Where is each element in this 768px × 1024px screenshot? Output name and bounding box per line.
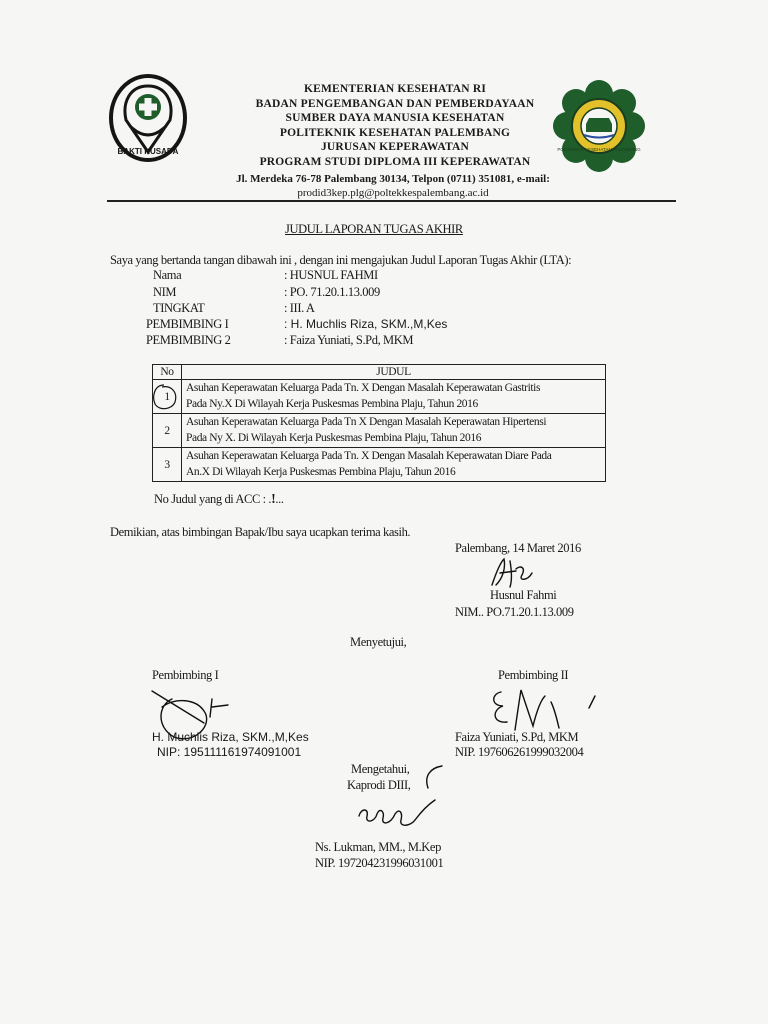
letterhead-address: Jl. Merdeka 76-78 Palembang 30134, Telpon (0711) 351081, e-mail: bbox=[236, 173, 550, 185]
table-row bbox=[153, 414, 606, 448]
head-label-2: Kaprodi DIII, bbox=[347, 778, 411, 792]
field-value-name: : HUSNUL FAHMI bbox=[284, 268, 378, 282]
head-name: Ns. Lukman, MM., M.Kep bbox=[315, 840, 441, 854]
advisor-1-nip: NIP: 195111161974091001 bbox=[157, 745, 302, 759]
letterhead-line-3: SUMBER DAYA MANUSIA KESEHATAN bbox=[285, 112, 505, 124]
letterhead-rule bbox=[107, 200, 676, 202]
advisor-2-name: Faiza Yuniati, S.Pd, MKM bbox=[455, 730, 579, 744]
margin-mark bbox=[418, 762, 448, 792]
field-label-nim: NIM bbox=[153, 285, 177, 299]
letterhead-line-1: KEMENTERIAN KESEHATAN RI bbox=[303, 83, 486, 95]
column-judul: JUDUL bbox=[182, 365, 606, 380]
head-nip: NIP. 197204231996031001 bbox=[315, 856, 444, 870]
titles-table bbox=[152, 364, 606, 482]
title-line: Asuhan Keperawatan Keluarga Pada Tn X Dengan Masalah Keperawatan Hipertensi bbox=[186, 416, 547, 428]
field-label-advisor-1: PEMBIMBING I bbox=[146, 317, 229, 331]
row-number: 3 bbox=[153, 448, 182, 482]
title-line: Pada Ny X. Di Wilayah Kerja Puskesmas Pembina Plaju, Tahun 2016 bbox=[186, 431, 482, 444]
acc-value: ! bbox=[271, 492, 276, 507]
title-line: Asuhan Keperawatan Keluarga Pada Tn. X Dengan Masalah Keperawatan Diare Pada bbox=[186, 450, 552, 462]
field-value-advisor-1: : H. Muchlis Riza, SKM.,M,Kes bbox=[284, 317, 448, 331]
title-line: An.X Di Wilayah Kerja Puskesmas Pembina Plaju, Tahun 2016 bbox=[186, 465, 456, 478]
bakti-husada-text: BAKTI HUSADA bbox=[117, 147, 179, 156]
hand-drawn-circle bbox=[151, 383, 177, 411]
field-value-advisor-2: : Faiza Yuniati, S.Pd, MKM bbox=[284, 333, 414, 347]
document-title: JUDUL LAPORAN TUGAS AKHIR bbox=[285, 222, 463, 236]
student-nim: NIM.. PO.71.20.1.13.009 bbox=[455, 605, 574, 619]
head-label-1: Mengetahui, bbox=[351, 762, 410, 776]
advisor-2-nip: NIP. 197606261999032004 bbox=[455, 745, 584, 759]
letterhead-line-2: BADAN PENGEMBANGAN DAN PEMBERDAYAAN bbox=[255, 97, 535, 110]
advisor-2-signature bbox=[485, 680, 615, 735]
intro-text: Saya yang bertanda tangan dibawah ini , dengan ini mengajukan Judul Laporan Tugas Akhir (LTA): bbox=[110, 253, 572, 267]
poltekkes-palembang-logo bbox=[553, 80, 645, 172]
table-row bbox=[153, 448, 606, 482]
field-label-level: TINGKAT bbox=[153, 301, 205, 315]
column-no: No bbox=[153, 365, 182, 380]
table-row bbox=[153, 380, 606, 414]
student-signature bbox=[482, 555, 542, 591]
letterhead-line-5: JURUSAN KEPERAWATAN bbox=[320, 141, 470, 153]
advisor-1-name: H. Muchlis Riza, SKM.,M,Kes bbox=[152, 730, 309, 744]
letterhead-email: prodid3kep.plg@poltekkespalembang.ac.id bbox=[297, 187, 489, 199]
field-label-name: Nama bbox=[153, 268, 182, 282]
field-value-level: : III. A bbox=[284, 301, 315, 315]
field-label-advisor-2: PEMBIMBING 2 bbox=[146, 333, 231, 347]
poltekkes-logo-text: POLITEKNIK KESEHATAN PALEMBANG bbox=[557, 147, 641, 152]
acc-label: No Judul yang di ACC : . bbox=[154, 492, 272, 506]
row-number: 2 bbox=[153, 414, 182, 448]
row-number: 1 bbox=[153, 380, 182, 414]
place-date: Palembang, 14 Maret 2016 bbox=[455, 541, 581, 555]
title-line: Pada Ny.X Di Wilayah Kerja Puskesmas Pembina Plaju, Tahun 2016 bbox=[186, 397, 478, 410]
titles-table-header bbox=[153, 365, 606, 380]
title-line: Asuhan Keperawatan Keluarga Pada Tn. X Dengan Masalah Keperawatan Gastritis bbox=[186, 382, 541, 394]
student-name: Husnul Fahmi bbox=[490, 588, 557, 602]
letterhead-line-6: PROGRAM STUDI DIPLOMA III KEPERAWATAN bbox=[259, 155, 531, 168]
acc-line bbox=[154, 492, 284, 508]
advisor-2-label: Pembimbing II bbox=[498, 668, 569, 682]
closing-text: Demikian, atas bimbingan Bapak/Ibu saya ucapkan terima kasih. bbox=[110, 525, 411, 539]
head-signature bbox=[355, 798, 445, 838]
letterhead-line-4: POLITEKNIK KESEHATAN PALEMBANG bbox=[279, 126, 511, 139]
advisor-1-label: Pembimbing I bbox=[152, 668, 219, 682]
approval-label: Menyetujui, bbox=[350, 635, 407, 649]
field-value-nim: : PO. 71.20.1.13.009 bbox=[284, 285, 380, 299]
bakti-husada-logo bbox=[108, 74, 188, 162]
acc-tail: ... bbox=[275, 492, 284, 506]
